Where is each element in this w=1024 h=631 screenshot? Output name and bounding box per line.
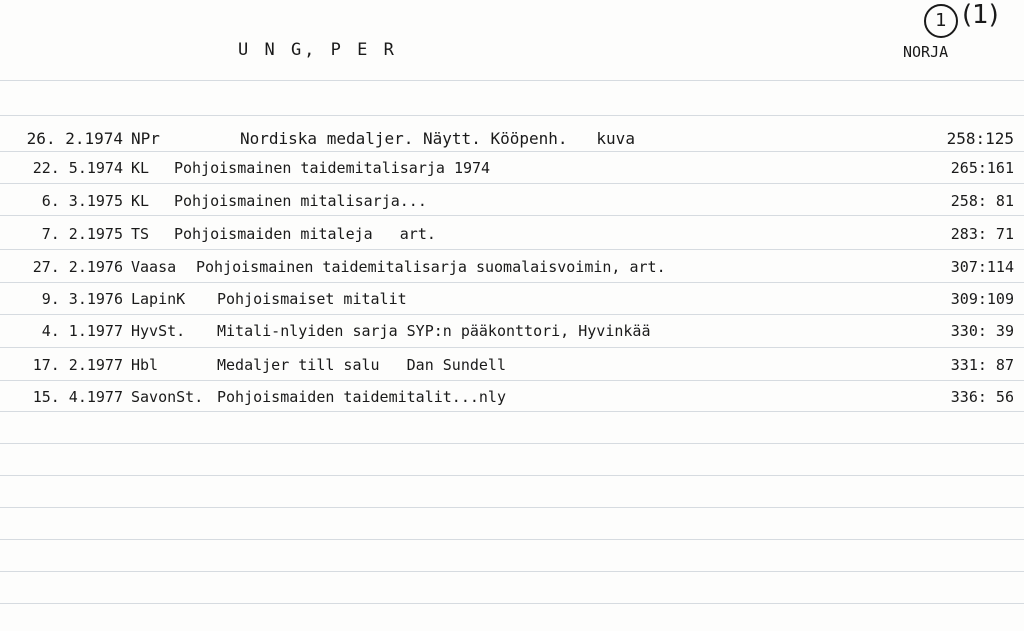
entry-row <box>0 356 1024 382</box>
entry-description: Pohjoismaiden taidemitalit...nly <box>217 388 506 406</box>
entry-date: 17. 2.1977 <box>32 356 123 374</box>
entry-reference: 331: 87 <box>950 356 1014 374</box>
entry-description: Mitali-nlyiden sarja SYP:n pääkonttori, Hyvinkää <box>217 322 651 340</box>
entry-reference: 265:161 <box>950 159 1014 177</box>
entry-date: 4. 1.1977 <box>41 322 123 340</box>
entry-date: 27. 2.1976 <box>32 258 123 276</box>
header-divider <box>0 80 1024 81</box>
entry-description: Pohjoismainen taidemitalisarja 1974 <box>174 159 491 177</box>
entry-reference: 330: 39 <box>950 322 1014 340</box>
entry-row <box>0 290 1024 316</box>
entry-row <box>0 322 1024 348</box>
entry-date: 26. 2.1974 <box>26 129 123 148</box>
ruled-line <box>0 571 1024 572</box>
entry-description: Pohjoismaiden mitaleja art. <box>174 225 436 243</box>
entry-reference: 336: 56 <box>950 388 1014 406</box>
entry-row <box>0 388 1024 414</box>
entry-date: 7. 2.1975 <box>41 225 123 243</box>
entry-date: 15. 4.1977 <box>32 388 123 406</box>
ruled-line <box>0 539 1024 540</box>
ruled-line <box>0 603 1024 604</box>
entry-row <box>0 258 1024 284</box>
card-number-parenthesized: (1) <box>962 0 999 30</box>
entry-row <box>0 129 1024 155</box>
ruled-line <box>0 443 1024 444</box>
entry-source: KL <box>131 192 150 210</box>
entry-row <box>0 159 1024 185</box>
entry-source: Vaasa <box>131 258 177 276</box>
entry-source: LapinK <box>131 290 186 308</box>
entry-description: Medaljer till salu Dan Sundell <box>217 356 506 374</box>
entry-row <box>0 225 1024 251</box>
entry-date: 22. 5.1974 <box>32 159 123 177</box>
entry-reference: 258:125 <box>946 129 1014 148</box>
card-number-circled: 1 <box>924 4 958 38</box>
entry-description: Pohjoismainen mitalisarja... <box>174 192 427 210</box>
ruled-line <box>0 115 1024 116</box>
entry-source: KL <box>131 159 150 177</box>
entry-reference: 307:114 <box>950 258 1014 276</box>
ruled-line <box>0 507 1024 508</box>
entry-source: HyvSt. <box>131 322 186 340</box>
entry-reference: 258: 81 <box>950 192 1014 210</box>
entry-date: 9. 3.1976 <box>41 290 123 308</box>
entry-description: Nordiska medaljer. Näytt. Kööpenh. kuva <box>240 129 635 148</box>
entry-source: NPr <box>131 129 160 148</box>
entry-description: Pohjoismaiset mitalit <box>217 290 407 308</box>
entry-reference: 309:109 <box>950 290 1014 308</box>
entry-source: Hbl <box>131 356 159 374</box>
card-name-heading: U N G, P E R <box>238 40 397 60</box>
entry-row <box>0 192 1024 218</box>
entry-source: SavonSt. <box>131 388 204 406</box>
ruled-line <box>0 475 1024 476</box>
card-country: NORJA <box>903 43 949 61</box>
entry-description: Pohjoismainen taidemitalisarja suomalaisvoimin, art. <box>196 258 666 276</box>
entry-source: TS <box>131 225 150 243</box>
entry-reference: 283: 71 <box>950 225 1014 243</box>
entry-date: 6. 3.1975 <box>41 192 123 210</box>
